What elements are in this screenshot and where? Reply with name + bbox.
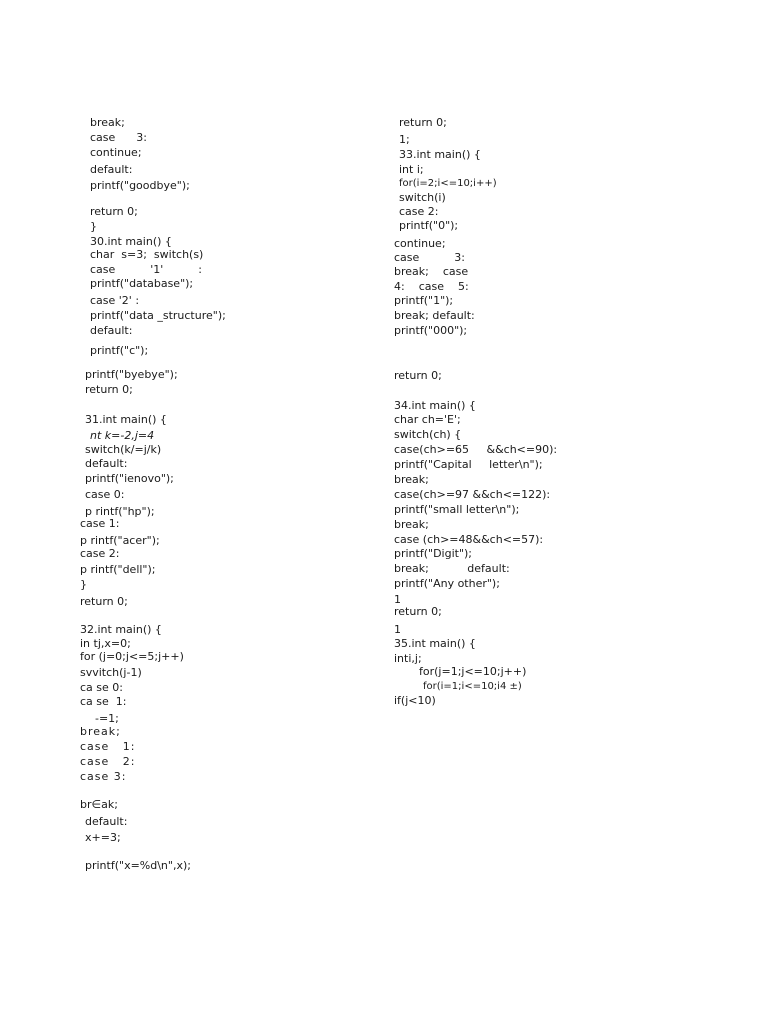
code-line: break; case [394, 265, 469, 278]
code-line: return 0; [399, 116, 447, 129]
code-line: for(j=1;j<=10;j++) [419, 665, 527, 678]
code-line: char s=3; switch(s) [90, 248, 204, 261]
code-line: break; default: [394, 309, 475, 322]
code-line: case(ch>=97 &&ch<=122): [394, 488, 551, 501]
code-line: } [80, 578, 87, 591]
code-line: break; [394, 518, 429, 531]
code-line: nt k=-2,j=4 [90, 429, 155, 442]
code-line: case '1' : [90, 263, 202, 276]
code-line: case 1: [80, 740, 136, 753]
code-line: 34.int main() { [394, 399, 476, 412]
code-line: int i; [399, 163, 424, 176]
code-line: br∈ak; [80, 798, 118, 811]
code-line: case 2: [80, 547, 120, 560]
code-line: for(i=1;i<=10;i4 ±) [423, 681, 522, 692]
code-line: x+=3; [85, 831, 121, 844]
code-line: default: [90, 163, 133, 176]
code-line: printf("000"); [394, 324, 468, 337]
code-line: printf("1"); [394, 294, 454, 307]
code-line: case 1: [80, 517, 120, 530]
code-line: in tj,x=0; [80, 637, 131, 650]
code-line: p rintf("acer"); [80, 534, 160, 547]
code-line: continue; [90, 146, 142, 159]
code-line: printf("Any other"); [394, 577, 500, 590]
code-line: return 0; [394, 369, 442, 382]
code-line: svvitch(j-1) [80, 666, 142, 679]
code-line: p rintf("hp"); [85, 505, 155, 518]
code-line: p rintf("dell"); [80, 563, 156, 576]
code-line: } [90, 220, 97, 233]
code-line: printf("database"); [90, 277, 194, 290]
code-line: return 0; [90, 205, 138, 218]
code-line: 1 [394, 623, 401, 636]
code-line: return 0; [80, 595, 128, 608]
code-line: case(ch>=65 &&ch<=90): [394, 443, 558, 456]
code-line: switch(i) [399, 191, 446, 204]
code-line: break; [90, 116, 125, 129]
code-line: break; default: [394, 562, 510, 575]
code-line: return 0; [394, 605, 442, 618]
code-line: if(j<10) [394, 694, 436, 707]
code-line: printf("Capital letter\n"); [394, 458, 543, 471]
code-line: 35.int main() { [394, 637, 476, 650]
code-line: printf("x=%d\n",x); [85, 859, 191, 872]
code-line: 1 [394, 593, 401, 606]
code-line: break; [394, 473, 429, 486]
code-line: break; [80, 725, 121, 738]
code-line: case 3: [394, 251, 465, 264]
code-line: printf("Digit"); [394, 547, 473, 560]
code-line: printf("c"); [90, 344, 149, 357]
code-line: case 3: [80, 770, 127, 783]
code-line: 33.int main() { [399, 148, 481, 161]
code-line: printf("data _structure"); [90, 309, 226, 322]
code-line: switch(k/=j/k) [85, 443, 162, 456]
code-line: 4: case 5: [394, 280, 469, 293]
code-line: default: [85, 815, 128, 828]
code-line: default: [90, 324, 133, 337]
code-line: return 0; [85, 383, 133, 396]
code-line: printf("byebye"); [85, 368, 178, 381]
code-line: case 2: [80, 755, 136, 768]
code-line: ca se 0: [80, 681, 123, 694]
code-line: case 2: [399, 205, 439, 218]
code-line: 1; [399, 133, 410, 146]
code-line: printf("small letter\n"); [394, 503, 520, 516]
code-line: 31.int main() { [85, 413, 167, 426]
code-line: case 3: [90, 131, 147, 144]
code-line: for(i=2;i<=10;i++) [399, 178, 497, 189]
code-line: -=1; [95, 712, 119, 725]
code-line: case 0: [85, 488, 125, 501]
code-line: case '2' : [90, 294, 140, 307]
code-line: printf("ienovo"); [85, 472, 174, 485]
code-line: 32.int main() { [80, 623, 162, 636]
code-line: switch(ch) { [394, 428, 462, 441]
code-line: inti,j; [394, 652, 422, 665]
code-line: for (j=0;j<=5;j++) [80, 650, 184, 663]
code-line: continue; [394, 237, 446, 250]
code-line: 30.int main() { [90, 235, 172, 248]
code-line: default: [85, 457, 128, 470]
code-line: char ch='E'; [394, 413, 461, 426]
code-line: printf("0"); [399, 219, 459, 232]
code-line: case (ch>=48&&ch<=57): [394, 533, 544, 546]
code-line: printf("goodbye"); [90, 179, 190, 192]
code-line: ca se 1: [80, 695, 127, 708]
